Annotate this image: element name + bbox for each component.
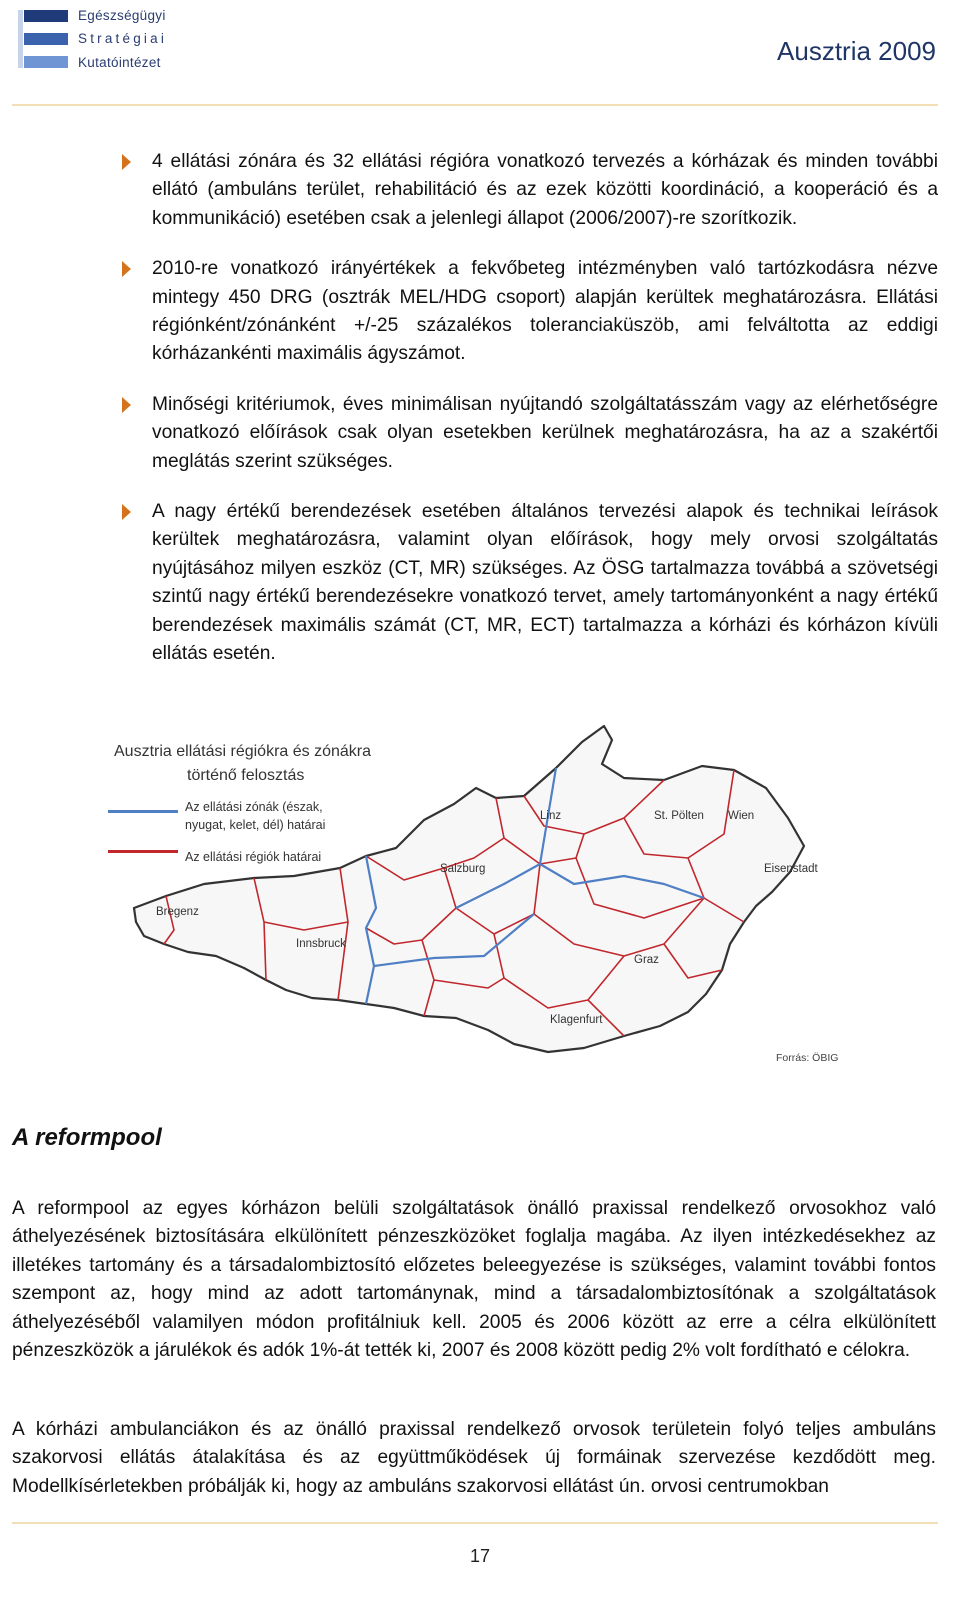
legend-label bbox=[185, 798, 325, 834]
map-title-line-1: Ausztria ellátási régiókra és zónákra bbox=[114, 743, 372, 760]
bullet-item bbox=[120, 391, 938, 476]
bullet-text: 4 ellátási zónára és 32 ellátási régióra vonatkozó tervezés a kórházak és minden további ellátó (ambuláns terület, rehabilitáció és az ezek közötti koordináció, a kooperáció és a kommunikáció) esetében csak a jelenlegi állapot (2006/2007)-re szorítkozik. bbox=[152, 151, 938, 229]
triangle-arrow-icon bbox=[122, 504, 131, 520]
section-title: A reformpool bbox=[12, 1124, 162, 1151]
bullet-text: A nagy értékű berendezések esetében általános tervezési alapok és technikai leírások kerültek meghatározásra, valamint olyan előírások, hogy mely orvosi szolgáltatás nyújtásához milyen eszköz (CT, MR) szükséges. Az ÖSG tartalmazza továbbá a szövetségi szintű nagy értékű berendezésekre vonatkozó tervet, amely tartományonként a nagy értékű berendezések maximális számát (CT, MR, ECT) tartalmazza a kórházi és kórházon kívüli ellátás esetén. bbox=[152, 501, 938, 665]
city-label: Graz bbox=[634, 954, 659, 966]
city-label: Bregenz bbox=[156, 906, 199, 918]
logo-emblem-icon bbox=[14, 4, 78, 74]
legend-label-line: nyugat, kelet, dél) határai bbox=[185, 818, 326, 832]
institute-logo bbox=[14, 4, 194, 74]
bullet-list bbox=[120, 148, 938, 691]
bullet-text: 2010-re vonatkozó irányértékek a fekvőbeteg intézményben való tartózkodásra nézve mintegy 450 DRG (osztrák MEL/HDG csoport) alapján kerültek meghatározásra. Ellátási régiónként/zónánként +/-25 százalékos toleranciaküszöb, ami felváltotta az eddigi kórházankénti maximális ágyszámot. bbox=[152, 258, 938, 365]
logo-line-1: Egészségügyi bbox=[78, 8, 166, 23]
map-title-line-2: történő felosztás bbox=[187, 767, 305, 784]
section-paragraph: A reformpool az egyes kórházon belüli szolgáltatások önálló praxissal rendelkező orvosokhoz való áthelyezésének biztosítására elkülönített pénzeszközöket foglalja magába. Az ilyen intézkedésekhez az illetékes tartomány és a társadalombiztosító előzetes beleegyezése is szükséges, valamint további fontos szempont az, hogy mind az adott tartománynak, mind a társadalombiztosítónak a szolgáltatások áthelyezéséből valamilyen módon profitálniuk kell. 2005 és 2006 között az erre a célra elkülönített pénzeszközök a járulékok és adók 1%-át tették ki, 2007 és 2008 között pedig 2% volt fordítható e célokra. bbox=[12, 1198, 936, 1362]
city-label: Innsbruck bbox=[296, 938, 346, 950]
map-title bbox=[114, 740, 371, 788]
page-header bbox=[0, 0, 960, 110]
footer-divider bbox=[12, 1522, 938, 1524]
city-label: Klagenfurt bbox=[550, 1014, 603, 1026]
triangle-arrow-icon bbox=[122, 261, 131, 277]
header-divider bbox=[12, 104, 938, 106]
city-label: Wien bbox=[728, 810, 755, 822]
triangle-arrow-icon bbox=[122, 154, 131, 170]
city-label: Linz bbox=[540, 810, 562, 822]
logo-line-2: Stratégiai bbox=[78, 31, 168, 46]
bullet-item bbox=[120, 498, 938, 668]
bullet-text: Minőségi kritériumok, éves minimálisan nyújtandó szolgáltatásszám vagy az elérhetőségre vonatkozó előírások csak olyan esetekben kerülnek meghatározásra, ha az a szakértői meglátás szerint szükséges. bbox=[152, 393, 938, 472]
city-label: Eisenstadt bbox=[764, 863, 818, 875]
section-paragraph: A kórházi ambulanciákon és az önálló praxissal rendelkező orvosok területein folyó teljes ambuláns szakorvosi ellátás átalakítása és az együttműködések új formáinak szervezése kezdődött meg. Modellkísérletekben próbálják ki, hogy az ambuláns szakorvosi ellátást ún. orvosi centrumokban bbox=[12, 1419, 936, 1497]
document-title: Ausztria 2009 bbox=[777, 36, 936, 66]
city-label: St. Pölten bbox=[654, 810, 704, 822]
triangle-arrow-icon bbox=[122, 397, 131, 413]
logo-line-3: Kutatóintézet bbox=[78, 55, 161, 70]
bullet-item bbox=[120, 148, 938, 233]
map-source: Forrás: ÖBIG bbox=[776, 1052, 839, 1064]
legend-label-line: Az ellátási zónák (észak, bbox=[185, 800, 323, 814]
city-label: Salzburg bbox=[440, 863, 486, 875]
bullet-item bbox=[120, 255, 938, 369]
legend-label: Az ellátási régiók határai bbox=[185, 850, 322, 864]
austria-map-figure bbox=[104, 708, 844, 1072]
page-number: 17 bbox=[469, 1546, 491, 1566]
